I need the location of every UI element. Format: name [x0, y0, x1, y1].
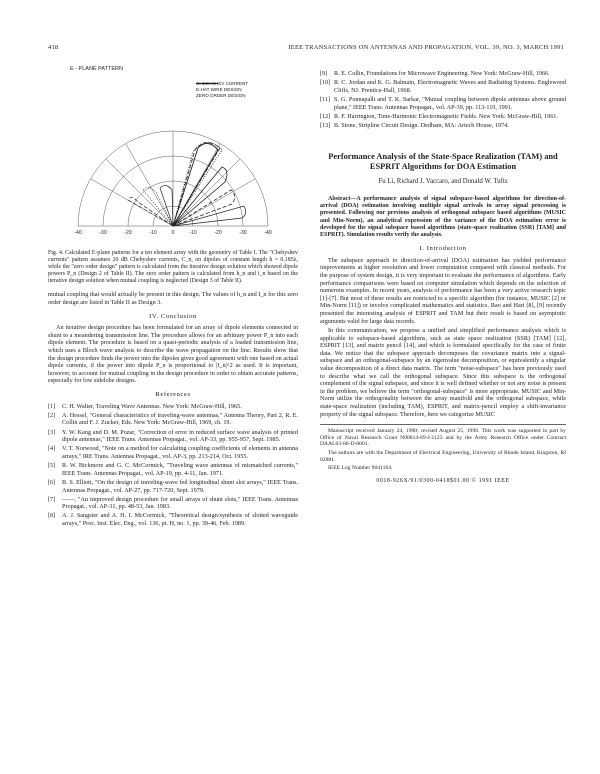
reference-number: [4] — [48, 445, 56, 453]
reference-text: A. Hessel, "General characteristics of traveling-wave antennas," Antenna Theory, Part 2, R. E. Collin and F. J. Zucker, Eds. New York: McGraw-Hill, 1969, ch. 19. — [62, 411, 298, 427]
reference-text: S. G. Ponnapalli and T. K. Sarkar, "Mutual coupling between dipole antennas above ground plane," IEEE Trans. Antennas Propagat., vol. AP-39, pp. 113-119, 1991. — [334, 95, 566, 111]
right-references — [320, 70, 566, 130]
reference-item — [48, 496, 298, 511]
reference-item — [48, 479, 298, 494]
reference-number: [5] — [48, 462, 56, 470]
legend-chebyshev: CHEBYSHEV CURRENT — [196, 81, 249, 86]
reference-number: [8] — [48, 512, 56, 520]
ieee-copyright-code: 0018-926X/91/0300-0418$01.00 © 1991 IEEE — [376, 477, 510, 484]
reference-item — [320, 96, 566, 111]
footnotes — [320, 424, 566, 472]
reference-text: Y. W. Kang and D. M. Pozar, "Correction of error in reduced surface wave analysis of printed dipole antennas," IEEE Trans. Antennas Propagat., vol. AP-33, pp. 955-957, Sept. 1985. — [62, 428, 298, 444]
reference-number: [9] — [320, 70, 328, 77]
reference-number: [12] — [320, 112, 331, 120]
svg-text:-10: -10 — [149, 230, 157, 236]
reference-text: B. S. Elliott, "On the design of traveling-wave fed longitudinal shunt slot arrays," IEEE Trans. Antennas Propagat., vol. AP-27, pp. 717-720, Sept. 1979. — [62, 478, 298, 494]
footnote-log: IEEE Log Number 9041164. — [328, 465, 393, 472]
reference-item — [48, 403, 298, 411]
page-number: 418 — [48, 44, 59, 51]
footnote-received: Manuscript received January 24, 1990; revised August 25, 1990. This work was supported in part by Office of Naval Research Grant N00014-89-J-1123 and by the Army Research Office under Contract DAAL03-86-D-0001. — [320, 428, 566, 448]
footnote-affiliation: The authors are with the Department of Electrical Engineering, University of Rhode Island, Kingston, RI 02881. — [320, 450, 566, 463]
svg-text:-30: -30 — [99, 230, 107, 236]
reference-text: R. C. Jordan and K. G. Balmain, Electromagnetic Waves and Radiating Systems. Englewood Cliffs, NJ: Prentice-Hall, 1968. — [334, 79, 566, 94]
conclusion-paragraph: An iterative design procedure has been formulated for an array of dipole elements connected in shunt to a meandering transmission line. The procedure allows for an arbitrary power P_n into each dipole element. The procedure is based on a quasi-periodic analysis of a loaded transmission line, which uses a Bloch wave analysis to describe the wave propagation on the line. Results show that the design procedure finds the power into the dipoles gives good agreement with one based on actual dipole currents, if the power into dipole P_n is proportional to |I_n|^2 as used. It is important, however, to account for mutual coupling in the design procedure in order to obtain accurate patterns, especially for low sidelobe designs. — [48, 324, 298, 385]
reference-number: [13] — [320, 121, 331, 129]
svg-text:0: 0 — [171, 230, 175, 236]
reference-number: [1] — [48, 402, 56, 410]
svg-text:-10: -10 — [189, 230, 197, 236]
legend-ehat: E-HAT WIRE DESIGN — [196, 87, 242, 93]
reference-item — [320, 113, 566, 121]
reference-item — [48, 512, 298, 527]
left-paragraph-1: mutual coupling that would actually be present in this design. The values of h_n and I_n for this zero order design are listed in Table II as Design 3. — [48, 291, 298, 307]
svg-text:-30: -30 — [239, 230, 247, 236]
reference-number: [11] — [320, 95, 331, 103]
svg-text:-20: -20 — [214, 230, 222, 236]
introduction-heading: I. Introduction — [419, 245, 467, 253]
figure-title: E - PLANE PATTERN — [70, 66, 123, 72]
left-references — [48, 403, 298, 528]
reference-item — [48, 445, 298, 460]
svg-text:-40: -40 — [74, 230, 82, 236]
reference-text: ——, "An improved design procedure for small arrays of shunt slots," IEEE Trans. Antennas Propagat., vol. AP-31, pp. 48-53, Jan. 1983. — [62, 495, 298, 511]
e-plane-pattern-figure — [48, 66, 298, 246]
paper-authors: Fu Li, Richard J. Vaccaro, and Donald W. Tufts — [378, 178, 508, 186]
reference-number: [6] — [48, 478, 56, 486]
reference-item — [320, 70, 566, 78]
paper-title: Performance Analysis of the State-Space Realization (TAM) and ESPRIT Algorithms for DOA Estimation — [328, 151, 558, 171]
svg-text:-40: -40 — [264, 230, 272, 236]
reference-text: R. E. Collin, Foundations for Microwave Engineering. New York: McGraw-Hill, 1966. — [334, 70, 550, 77]
reference-number: [2] — [48, 411, 56, 419]
conclusion-heading: IV. Conclusion — [149, 312, 197, 320]
left-column — [48, 66, 298, 529]
figure-caption: Fig. 4. Calculated E-plane patterns for a ten element array with the geometry of Table I. The "Chebyshev currents" pattern assumes 20 dB Chebyshev currents, C_n, on dipoles of constant length h = 0.185λ, while the "zero order design" pattern is calculated from the iterative design solution which showed dipole powers P_n (Design 2 of Table II). The zero order pattern is calculated from h_n and i_n based on the iterative design solution when mutual coupling is neglected (Design 3 of Table II). — [48, 250, 298, 285]
reference-text: R. F. Harrington, Time-Harmonic Electromagnetic Fields. New York: McGraw-Hill, 1961. — [334, 112, 558, 120]
reference-text: R. W. Bickmore and G. C. McCormick, "Traveling wave antennas of mismatched currents," IEEE Trans. Antennas Propagat., vol. AP-19, pp. 4-11, Jan. 1971. — [62, 462, 298, 477]
journal-name: IEEE TRANSACTIONS ON ANTENNAS AND PROPAGATION, VOL. 39, NO. 3, MARCH 1991 — [288, 44, 564, 51]
reference-item — [48, 462, 298, 477]
reference-number: [10] — [320, 79, 331, 87]
reference-text: A. J. Sangster and A. H. I. McCormick, "Theoretical design/synthesis of slotted waveguide arrays," Proc. Inst. Elec. Eng., vol. 136, pt. H, no. 1, pp. 39-46, Feb. 1989. — [62, 512, 298, 528]
reference-text: C. H. Walter, Traveling Wave Antennas. New York: McGraw-Hill, 1965. — [62, 402, 242, 410]
reference-text: B. Stone, Stripline Circuit Design. Dedham, MA: Artech House, 1974. — [334, 121, 509, 129]
reference-item — [320, 79, 566, 94]
reference-item — [320, 122, 566, 130]
reference-text: V. T. Norwood, "Note on a method for calculating coupling coefficients of elements in antenna arrays," IRE Trans. Antennas Propagat., vol. AP-3, pp. 213-214, Oct. 1955. — [62, 445, 298, 460]
introduction-paragraph-2: In this communication, we propose a unified and simplified performance analysis which is applicable to subspace-based algorithms, such as state space realization (SSR) [TAM] [12], ESPRIT [13], and matrix pencil [14], and which is formulated specifically for the case of finite data. We notice that the subspace approach decomposes the covariance matrix into a signal-subspace and an orthogonal-subspace by an eigenvalue decomposition, or equivalently a singular value decomposition of a direct data matrix. The term "noise-subspace" has been previously used to describe what we call the orthogonal subspace. Since this subspace is the orthogonal complement of the signal subspace, and since it is well defined whether or not any noise is present in the problem, we believe the term "orthogonal-subspace" is more appropriate. MUSIC and Min-Norm utilize the orthogonality between the array manifold and the orthogonal subspace, while state-space realization (including TAM), ESPRIT, and matrix-pencil employ a shift-invariance property of the signal subspace. Therefore, here we categorize MUSIC — [320, 327, 566, 418]
reference-number: [3] — [48, 428, 56, 436]
abstract: Abstract—A performance analysis of signal subspace-based algorithms for direction-of-arrival (DOA) estimation involving multiple signal arrivals in array signal processing is presented. Following our previous analysis of orthogonal subspace based algorithms (MUSIC and Min-Norm), an analytical expression of the variance of the DOA estimation error is developed for the signal subspace based algorithms (state-space realization (SSR) [TAM] and ESPRIT). Simulation results verify the analysis. — [320, 195, 566, 238]
legend-zero-order: ZERO ORDER DESIGN — [196, 93, 246, 99]
references-heading: References — [155, 391, 191, 398]
reference-item — [48, 412, 298, 427]
polar-plot — [48, 66, 298, 246]
reference-number: [7] — [48, 495, 56, 503]
reference-item — [48, 429, 298, 444]
svg-text:-20: -20 — [124, 230, 132, 236]
right-column — [320, 70, 566, 485]
introduction-paragraph-1: The subspace approach to direction-of-arrival (DOA) estimation has yielded performance improvements at higher resolution and lower computation compared with classical methods. For the purpose of system design, it is very important to evaluate the performance of algorithms. Early performance comparisons were based on computer simulation which depends on the selection of numerous examples. In recent years, analysis of performance has been a very active research topic [1]-[7]. But most of these results are restricted to a specific algorithm (for instance, MUSIC [2] or Min-Norm [11]) or involve complicated mathematics and statistics. Rao and Hari [8], [9] recently presented the interesting analysis of ESPRIT and TAM but their result is based on asymptotic arguments valid for large data records. — [320, 256, 566, 325]
